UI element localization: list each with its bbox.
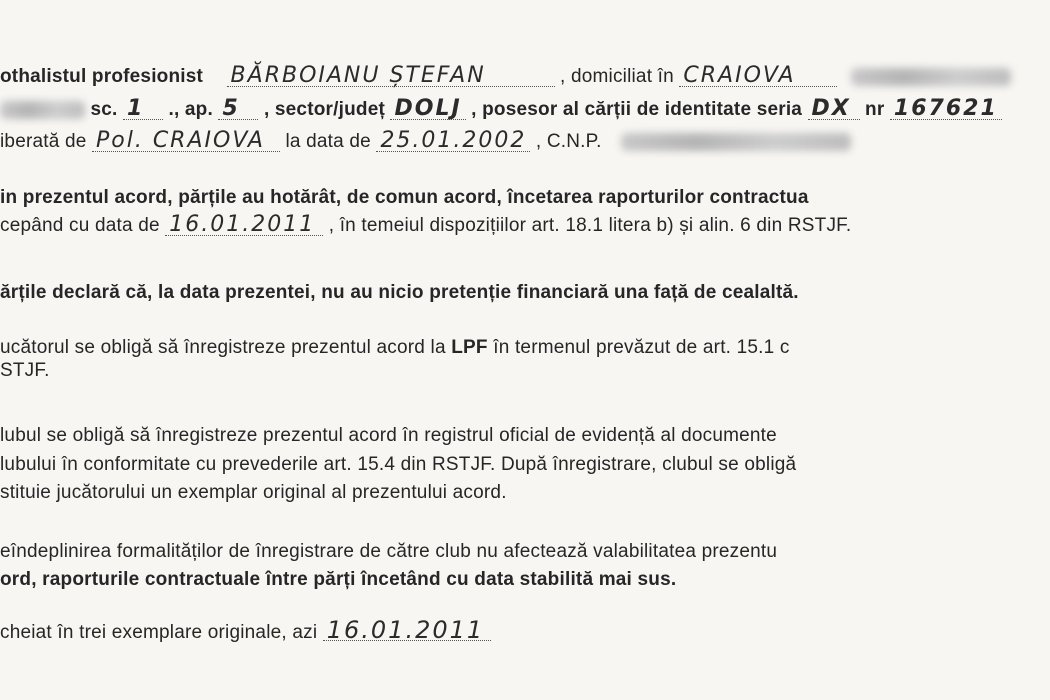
para5-line1: eîndeplinirea formalităților de înregistrare de către club nu afectează valabilitatea prezentu (0, 541, 778, 562)
issue-date-label: la data de (285, 131, 371, 152)
issue-date-handwritten: 25.01.2002 (376, 131, 530, 152)
para2-line1: ărțile declară că, la data prezentei, nu au nicio pretenție financiară una față de cealaltă. (0, 282, 799, 303)
para1-start-label: cepând cu data de (0, 215, 160, 236)
redacted-address (851, 68, 1011, 86)
sector-handwritten: DOLJ (390, 99, 465, 120)
closing-date-handwritten: 16.01.2011 (323, 620, 491, 641)
para4-line1: lubul se obligă să înregistreze prezentul acord în registrul oficial de evidență al documente (0, 425, 777, 446)
issued-by-label: iberată de (0, 131, 87, 152)
para1-line2 (0, 212, 852, 237)
player-line (0, 63, 1011, 88)
para3-line2: STJF. (0, 360, 50, 381)
player-label: othalistul profesionist (0, 66, 204, 87)
para1-line1: in prezentul acord, părțile au hotărât, de comun acord, încetarea raporturilor contractua (0, 187, 809, 208)
sc-label: sc. (90, 99, 118, 120)
sc-handwritten: 1 (123, 99, 163, 120)
id-number-handwritten: 167621 (890, 99, 1002, 120)
domicile-label: , domiciliat în (560, 66, 674, 87)
issuer-handwritten: Pol. CRAIOVA (92, 131, 280, 152)
ap-label: ., ap. (168, 99, 213, 120)
address-line (0, 96, 1002, 121)
closing-line (0, 616, 491, 644)
id-number-label: nr (865, 99, 885, 120)
id-series-handwritten: DX (808, 99, 860, 120)
para3-text: ucătorul se obligă să înregistreze prezentul acord la (0, 337, 446, 358)
cnp-label: , C.N.P. (535, 131, 602, 152)
closing-text: cheiat în trei exemplare originale, azi (0, 622, 318, 643)
para3-line1 (0, 337, 790, 359)
issuance-line (0, 128, 851, 153)
para5-line2: ord, raporturile contractuale între părți încetând cu data stabilită mai sus. (0, 569, 677, 590)
para4-line2: lubului în conformitate cu prevederile art. 15.4 din RSTJF. După înregistrare, clubul se obligă (0, 454, 797, 475)
para3-deadline: în termenul prevăzut de art. 15.1 c (493, 337, 790, 358)
para4-line3: stituie jucătorului un exemplar original al prezentului acord. (0, 482, 507, 503)
city-handwritten: CRAIOVA (679, 66, 837, 87)
id-card-label: , posesor al cărții de identitate seria (471, 99, 803, 120)
termination-date-handwritten: 16.01.2011 (165, 215, 323, 236)
ap-handwritten: 5 (218, 99, 258, 120)
lpf-label: LPF (451, 337, 488, 358)
para1-legal-basis: , în temeiul dispozițiilor art. 18.1 litera b) și alin. 6 din RSTJF. (328, 215, 852, 236)
sector-label: , sector/județ (263, 99, 385, 120)
redacted-cnp (621, 133, 851, 151)
redacted-street (0, 101, 85, 119)
player-name-handwritten: BĂRBOIANU ȘTEFAN (227, 66, 555, 87)
